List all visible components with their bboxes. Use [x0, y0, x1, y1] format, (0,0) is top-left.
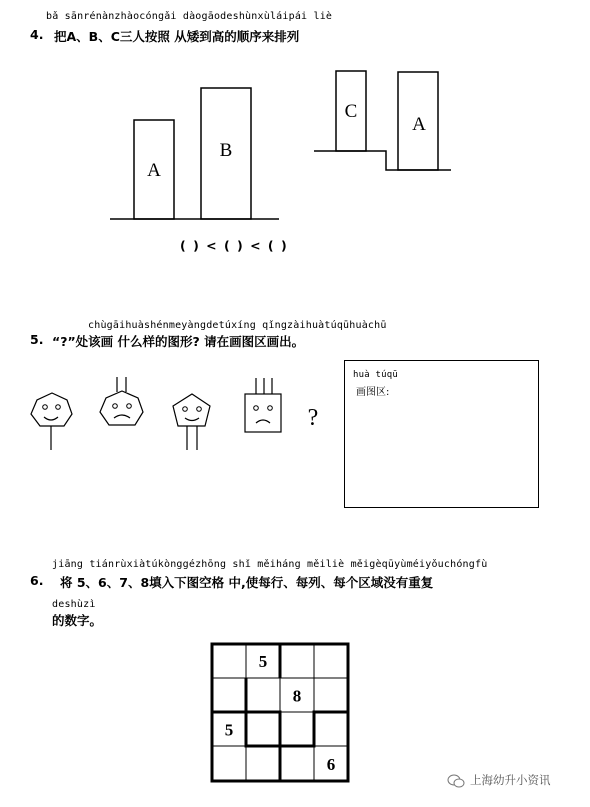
q6-text-line2: 的数字。 — [52, 613, 103, 628]
question-mark: ? — [307, 405, 319, 431]
grid-cell-value: 8 — [292, 686, 302, 706]
smiley-pentagon-icon — [173, 394, 210, 450]
q5-number: 5. — [30, 332, 44, 347]
q4-text: 把A、B、C三人按照 从矮到高的顺序来排列 — [54, 29, 300, 44]
wechat-icon — [447, 773, 465, 792]
q5-pinyin: chùgāihuàshénmeyàngdetúxíng qǐngzàihuàtúqūhuàchū — [88, 320, 387, 331]
right-step-ground — [314, 151, 451, 170]
label-a-right: A — [412, 114, 426, 135]
watermark-text: 上海幼升小资讯 — [470, 773, 551, 787]
sad-square-icon — [245, 378, 281, 432]
sudoku-grid — [205, 638, 355, 788]
draw-area-label: 画图区: — [356, 387, 390, 398]
q4-answer-line: ( ) < ( ) < ( ) — [180, 238, 287, 253]
q4-number: 4. — [30, 27, 44, 42]
grid-cell-value: 6 — [326, 754, 336, 774]
q4-height-diagram — [0, 60, 590, 240]
q6-number: 6. — [30, 573, 44, 588]
q6-pinyin: jiāng tiánrùxiàtúkònggézhōng shǐ měiháng měiliè měigèqūyùméiyǒuchóngfù — [52, 559, 488, 570]
label-c: C — [344, 101, 358, 122]
sad-heptagon-icon — [100, 377, 143, 425]
q5-text: “?”处该画 什么样的图形? 请在画图区画出。 — [52, 334, 305, 349]
q5-shape-sequence — [0, 370, 330, 460]
label-a-left: A — [147, 160, 161, 181]
draw-area-pinyin: huà túqū — [353, 370, 398, 380]
q6-pinyin-line2: deshùzì — [52, 599, 96, 610]
q4-pinyin: bǎ sānrénànzhàocóngǎi dàogāodeshùnxùláipái liè — [46, 11, 333, 22]
smiley-heptagon-icon — [31, 393, 72, 450]
label-b: B — [219, 140, 233, 161]
q6-text: 将 5、6、7、8填入下图空格 中,使每行、每列、每个区域没有重复 — [60, 575, 434, 590]
grid-cell-value: 5 — [258, 652, 268, 672]
grid-cell-value: 5 — [224, 720, 234, 740]
